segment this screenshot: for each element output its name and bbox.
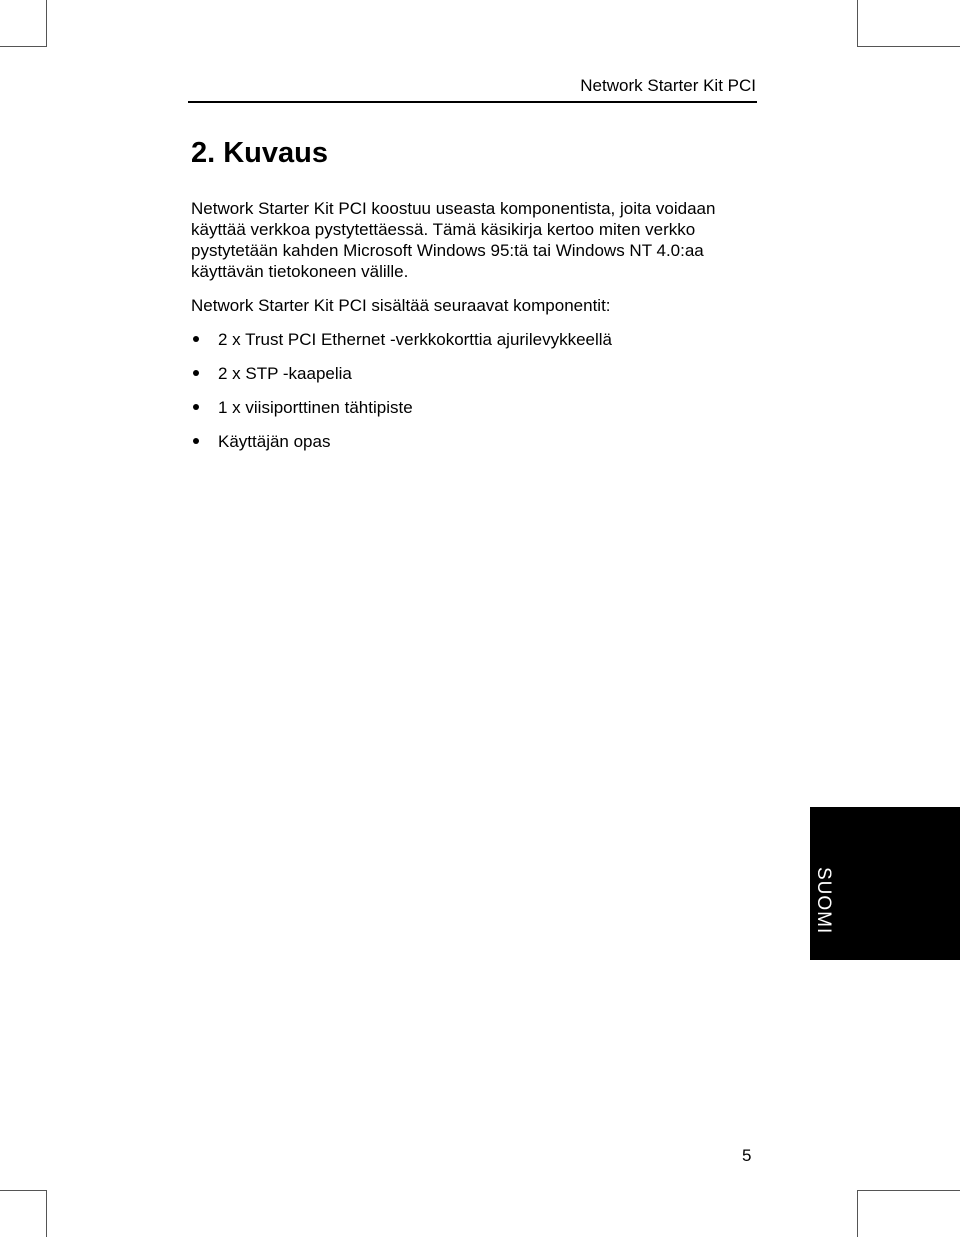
crop-mark-top-right-horizontal [857, 46, 960, 47]
components-list [191, 329, 612, 465]
description-paragraph: Network Starter Kit PCI koostuu useasta komponentista, joita voidaan käyttää verkkoa pystytettäessä. Tämä käsikirja kertoo miten verkko pystytetään kahden Microsoft Windows 95:tä tai Windows NT 4.0:aa käyttävän tietokoneen välille. [191, 199, 716, 281]
list-item [191, 397, 612, 431]
list-item [191, 363, 612, 397]
page-number: 5 [742, 1146, 752, 1165]
bullet-icon [193, 336, 199, 342]
crop-mark-bottom-left-vertical [46, 1190, 47, 1237]
list-item [191, 329, 612, 363]
bullet-icon [193, 404, 199, 410]
list-item-text: 1 x viisiporttinen tähtipiste [218, 398, 413, 417]
crop-mark-bottom-right-horizontal [857, 1190, 960, 1191]
components-intro: Network Starter Kit PCI sisältää seuraavat komponentit: [191, 296, 611, 315]
crop-mark-top-right-vertical [857, 0, 858, 46]
language-tab-label: SUOMI [813, 867, 834, 935]
header-rule [188, 101, 757, 103]
list-item [191, 431, 612, 465]
crop-mark-top-left-horizontal [0, 46, 47, 47]
bullet-icon [193, 370, 199, 376]
bullet-icon [193, 438, 199, 444]
list-item-text: 2 x STP -kaapelia [218, 364, 352, 383]
list-item-text: 2 x Trust PCI Ethernet -verkkokorttia ajurilevykkeellä [218, 330, 612, 349]
running-header-title: Network Starter Kit PCI [580, 76, 756, 95]
crop-mark-top-left-vertical [46, 0, 47, 46]
list-item-text: Käyttäjän opas [218, 432, 331, 451]
crop-mark-bottom-right-vertical [857, 1190, 858, 1237]
section-heading: 2. Kuvaus [191, 137, 328, 169]
crop-mark-bottom-left-horizontal [0, 1190, 47, 1191]
